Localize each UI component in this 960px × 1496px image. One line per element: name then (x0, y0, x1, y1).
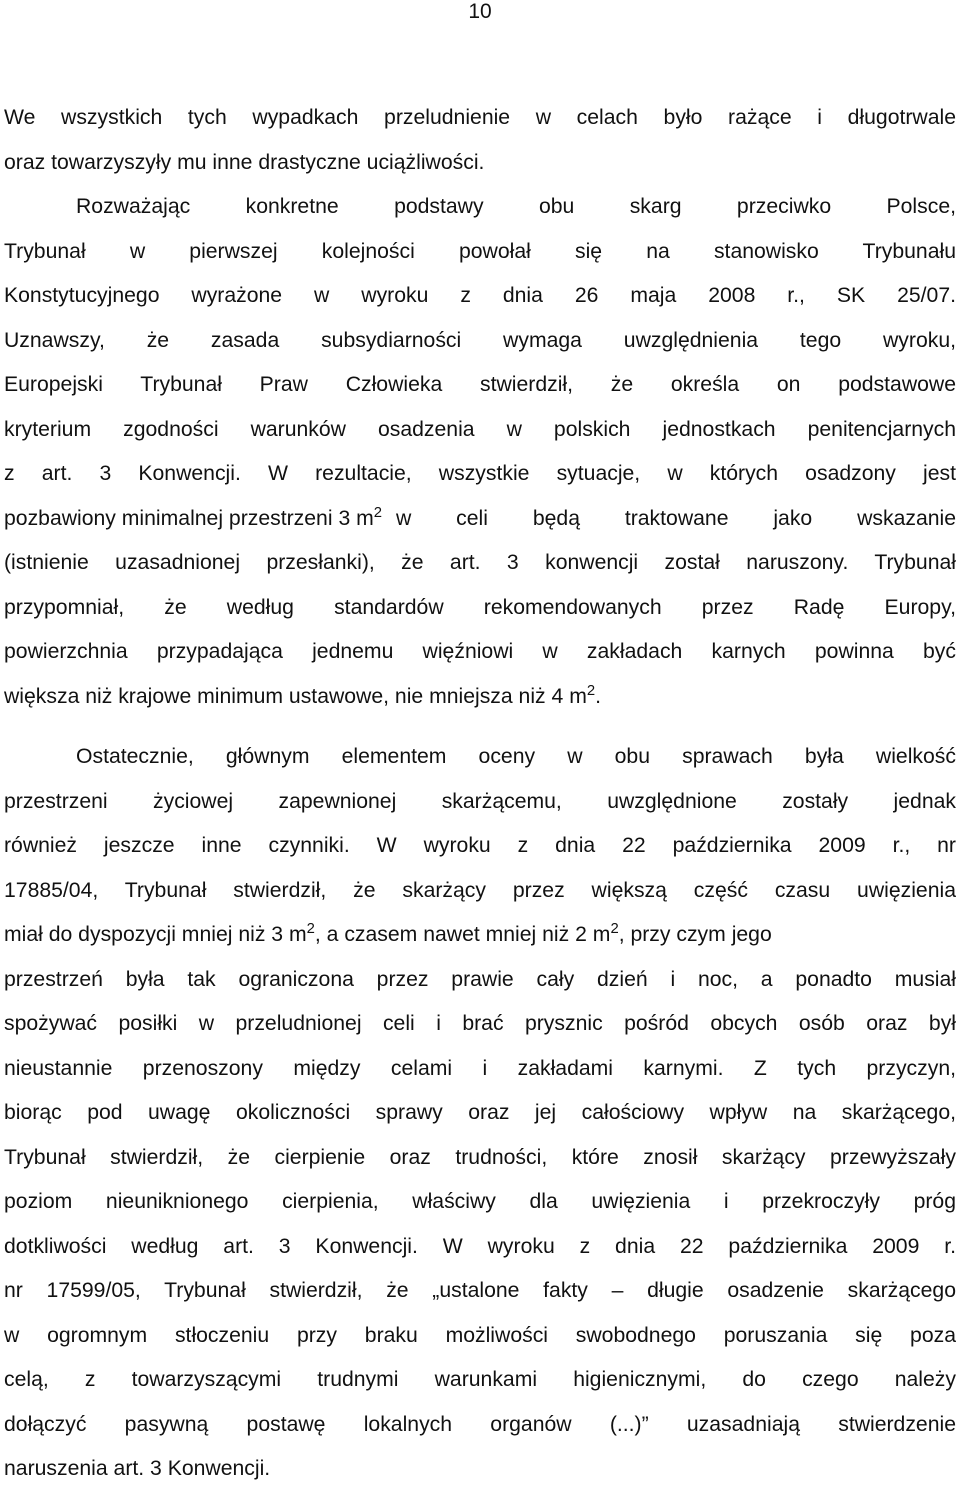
text-line: kryterium zgodności warunków osadzenia w polskich jednostkach penitencjarnych (4, 417, 956, 441)
text-line: poziom nieuniknionego cierpienia, właściwy dla uwięzienia i przekroczyły próg (4, 1190, 956, 1213)
text-line: Trybunał w pierwszej kolejności powołał się na stanowisko Trybunału (4, 239, 956, 263)
text-segment: , przy czym jego (618, 923, 772, 946)
text-line: celą, z towarzyszącymi trudnymi warunkami higienicznymi, do czego należy (4, 1368, 956, 1391)
text-line: z art. 3 Konwencji. W rezultacie, wszystkie sytuacje, w których osadzony jest (4, 462, 956, 485)
text-line: przestrzeni życiowej zapewnionej skarżącemu, uwzględnione zostały jednak (4, 789, 956, 813)
text-line: powierzchnia przypadająca jednemu więźniowi w zakładach karnych powinna być (4, 640, 956, 663)
paragraph-3 (4, 735, 956, 1492)
text-line: Uznawszy, że zasada subsydiarności wymaga uwzględnienia tego wyroku, (4, 328, 956, 352)
superscript: 2 (586, 682, 596, 699)
text-line: (istnienie uzasadnionej przesłanki), że art. 3 konwencji został naruszony. Trybunał (4, 551, 956, 574)
text-segment: pozbawiony minimalnej przestrzeni 3 m (4, 506, 374, 530)
text-segment: , a czasem nawet mniej niż 2 m (314, 923, 611, 946)
text-line: Trybunał stwierdził, że cierpienie oraz trudności, które znosił skarżący przewyższały (4, 1145, 956, 1169)
text-line (4, 913, 956, 958)
text-line: We wszystkich tych wypadkach przeludnienie w celach było rażące i długotrwale (4, 106, 956, 129)
superscript: 2 (306, 920, 315, 937)
text-line: w ogromnym stłoczeniu przy braku możliwości swobodnego poruszania się poza (4, 1323, 956, 1347)
text-line: Rozważając konkretne podstawy obu skarg przeciwko Polsce, (76, 195, 956, 218)
text-line: nr 17599/05, Trybunał stwierdził, że „ustalone fakty – długie osadzenie skarżącego (4, 1279, 956, 1302)
text-line: dołączyć pasywną postawę lokalnych organów (...)” uzasadniają stwierdzenie (4, 1412, 956, 1436)
text-line: Europejski Trybunał Praw Człowieka stwierdził, że określa on podstawowe (4, 373, 956, 396)
text-segment (4, 497, 382, 542)
superscript: 2 (610, 920, 619, 937)
text-line: przypomniał, że według standardów rekomendowanych przez Radę Europy, (4, 595, 956, 619)
text-line: naruszenia art. 3 Konwencji. (4, 1457, 271, 1480)
text-line (4, 675, 956, 720)
text-line: Ostatecznie, głównym elementem oceny w obu sprawach była wielkość (76, 745, 956, 768)
text-line: spożywać posiłki w przeludnionej celi i brać prysznic pośród obcych osób oraz był (4, 1012, 956, 1035)
text-segment: w celi będą traktowane jako wskazanie (396, 506, 956, 530)
paragraph-1 (4, 96, 956, 185)
text-line: nieustannie przenoszony między celami i zakładami karnymi. Z tych przyczyn, (4, 1056, 956, 1080)
text-line: również jeszcze inne czynniki. W wyroku z dnia 22 października 2009 r., nr (4, 834, 956, 857)
text-line: biorąc pod uwagę okoliczności sprawy oraz jej całościowy wpływ na skarżącego, (4, 1101, 956, 1124)
text-segment: . (595, 684, 601, 708)
page-number: 10 (468, 0, 492, 23)
document-body (4, 96, 956, 1492)
text-line: Konstytucyjnego wyrażone w wyroku z dnia 26 maja 2008 r., SK 25/07. (4, 284, 956, 307)
text-line: dotkliwości według art. 3 Konwencji. W wyroku z dnia 22 października 2009 r. (4, 1234, 956, 1258)
text-line: 17885/04, Trybunał stwierdził, że skarżący przez większą część czasu uwięzienia (4, 878, 956, 902)
text-line: przestrzeń była tak ograniczona przez prawie cały dzień i noc, a ponadto musiał (4, 967, 956, 991)
text-segment: większa niż krajowe minimum ustawowe, nie mniejsza niż 4 m (4, 684, 587, 708)
superscript: 2 (373, 504, 383, 521)
text-line: oraz towarzyszyły mu inne drastyczne uciążliwości. (4, 150, 485, 174)
text-line (4, 497, 956, 542)
paragraph-2 (4, 185, 956, 719)
text-segment: miał do dyspozycji mniej niż 3 m (4, 923, 307, 946)
